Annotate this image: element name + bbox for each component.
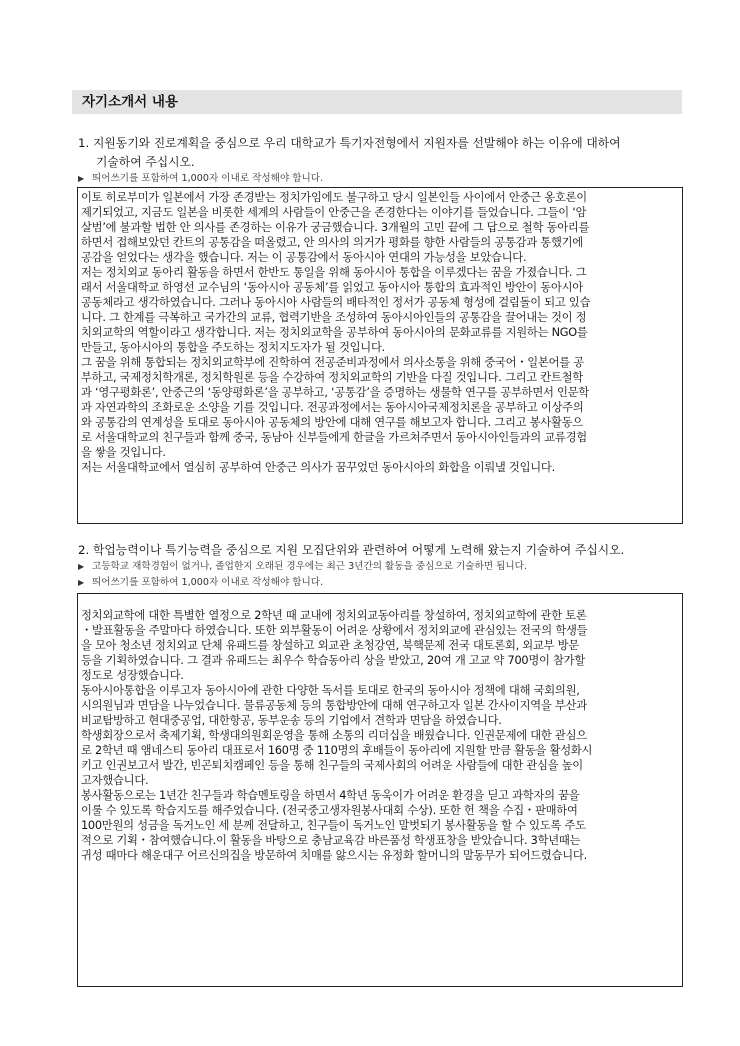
answer-1-paragraph-4: 저는 서울대학교에서 열심히 공부하여 안중근 의사가 꿈꾸었던 동아시아의 화합을 이뤄낼 것입니다. bbox=[81, 461, 555, 474]
answer-2-paragraph-1: 정치외교학에 대한 특별한 열정으로 2학년 때 교내에 정치외교동아리를 창설하여, 정치외교학에 관한 토론 ・발표활동을 주말마다 하였습니다. 또한 외부활동이 어려운 상황에서 정치외교에 관심있는 전국의 학생들 을 모아 청소년 정치외교 단체 유패드를 창설하고 외교관 초청강연, 북핵문제 전국 대토론회, 외교부 방문 등을 기획하였습니다. 그 결과 유패드는 최우수 학습동아리 상을 받았고, 20여 개 고교 약 700명이 참가할 정도로 성장했습니다. bbox=[81, 609, 588, 682]
answer-box-2[interactable] bbox=[77, 593, 683, 987]
answer-2-paragraph-2: 동아시아통합을 이루고자 동아시아에 관한 다양한 독서를 토대로 한국의 동아시아 정책에 대해 국회의원, 시의원님과 면담을 나누었습니다. 물류공동체 등의 통합방안에 대해 연구하고자 일본 간사이지역을 부산과 비교탐방하고 현대중공업, 대한항공, 동부운송 등의 기업에서 견학과 면담을 하였습니다. bbox=[81, 684, 587, 727]
question-1-note-text: 띄어쓰기를 포함하여 1,000자 이내로 작성해야 합니다. bbox=[92, 173, 324, 184]
question-1-note bbox=[78, 172, 323, 186]
answer-box-1[interactable] bbox=[77, 187, 683, 524]
answer-2-paragraph-3: 학생회장으로서 축제기획, 학생대의원회운영을 통해 소통의 리더십을 배웠습니다. 인권문제에 대한 관심으 로 2학년 때 앰네스티 동아리 대표로서 160명 중 110명의 후배들이 동아리에 지원할 만큼 활동을 활성화시 키고 인권보고서 발간, 빈곤퇴치캠페인 등을 통해 친구들의 국제사회의 어려운 사람들에 대한 관심을 높이 고자했습니다. bbox=[81, 729, 593, 787]
question-1-line1: 1. 지원동기와 진로계획을 중심으로 우리 대학교가 특기자전형에서 지원자를 선발해야 하는 이유에 대하여 bbox=[78, 136, 621, 150]
triangle-bullet-icon: ▶ bbox=[78, 578, 85, 587]
question-2-note-1 bbox=[78, 560, 527, 574]
question-1-line2: 기술하여 주십시오. bbox=[96, 155, 195, 169]
question-2-line1: 2. 학업능력이나 특기능력을 중심으로 지원 모집단위와 관련하여 어떻게 노력해 왔는지 기술하여 주십시오. bbox=[78, 543, 625, 557]
question-2-note-1-text: 고등학교 재학경험이 없거나, 졸업한지 오래된 경우에는 최근 3년간의 활동을 중심으로 기술하면 됩니다. bbox=[92, 561, 527, 572]
answer-1-paragraph-3: 그 꿈을 위해 통합되는 정치외교학부에 진학하여 전공준비과정에서 의사소통을 위해 중국어・일본어를 공 부하고, 국제정치학개론, 정치학원론 등을 수강하여 정치외교학의 기반을 다질 것입니다. 그리고 칸트철학 과 ‘영구평화론’, 안중근의 ‘동양평화론’을 공부하고, ‘공통감’을 증명하는 생물학 연구를 공부하면서 인문학 과 자연과학의 조화로운 소양을 기를 것입니다. 전공과정에서는 동아시아국제정치론을 공부하고 이상주의 와 공통감의 연계성을 토대로 동아시아 공동체의 방안에 대해 연구를 해보고자 합니다. 그리고 봉사활동으 로 서울대학교의 친구들과 함께 중국, 동남아 신부들에게 한글을 가르쳐주면서 동아시아인들과의 교류경험 을 쌓을 것입니다. bbox=[81, 356, 589, 459]
answer-1-paragraph-2: 저는 정치외교 동아리 활동을 하면서 한반도 통일을 위해 동아시아 통합을 이루겠다는 꿈을 가졌습니다. 그 래서 서울대학교 하영선 교수님의 ‘동아시아 공동체’를 읽었고 동아시아 통합의 효과적인 방안이 동아시아 공동체라고 생각하였습니다. 그러나 동아시아 사람들의 배타적인 정서가 공동체 형성에 걸림돌이 되고 있습 니다. 그 한계를 극복하고 국가간의 교류, 협력기반을 조성하여 동아시아인들의 공통감을 끌어내는 것이 정 치외교학의 역할이라고 생각합니다. 저는 정치외교학을 공부하여 동아시아의 문화교류를 지원하는 NGO를 만들고, 동아시아의 통합을 주도하는 정치지도자가 될 것입니다. bbox=[81, 266, 591, 354]
question-2 bbox=[78, 541, 688, 560]
triangle-bullet-icon: ▶ bbox=[78, 174, 85, 183]
answer-1-paragraph-1: 이토 히로부미가 일본에서 가장 존경받는 정치가임에도 불구하고 당시 일본인들 사이에서 안중근 옹호론이 제기되었고, 지금도 일본을 비롯한 세계의 사람들이 안중근을 존경한다는 이야기를 들었습니다. 그들이 ‘암 살범’에 불과할 법한 안 의사를 존경하는 이유가 궁금했습니다. 3개월의 고민 끝에 그 답으로 철학 동아리를 하면서 접해보았던 칸트의 공통감을 떠올렸고, 안 의사의 의거가 평화를 향한 사람들의 공통감과 통했기에 공감을 얻었다는 생각을 했습니다. 저는 이 공통감에서 동아시아 연대의 가능성을 보았습니다. bbox=[81, 191, 590, 264]
question-2-note-2-text: 띄어쓰기를 포함하여 1,000자 이내로 작성해야 합니다. bbox=[92, 577, 324, 588]
question-2-note-2 bbox=[78, 576, 323, 590]
section-header: 자기소개서 내용 bbox=[72, 90, 682, 114]
triangle-bullet-icon: ▶ bbox=[78, 562, 85, 571]
question-1 bbox=[78, 134, 688, 172]
answer-2-paragraph-4: 봉사활동으로는 1년간 친구들과 학습멘토링을 하면서 4학년 동욱이가 어려운 환경을 딛고 과학자의 꿈을 이룰 수 있도록 학습지도를 해주었습니다. (전국중고생자원봉사대회 수상). 또한 헌 책을 수집・판매하여 100만원의 성금을 독거노인 세 분께 전달하고, 친구들이 독거노인 말벗되기 봉사활동을 할 수 있도록 주도 적으로 기획・참여했습니다.이 활동을 바탕으로 충남교육감 바른품성 학생표창을 받았습니다. 3학년때는 귀성 때마다 해운대구 어르신의집을 방문하여 치매를 앓으시는 유정화 할머니의 말동무가 되어드렸습니다. bbox=[81, 789, 587, 862]
